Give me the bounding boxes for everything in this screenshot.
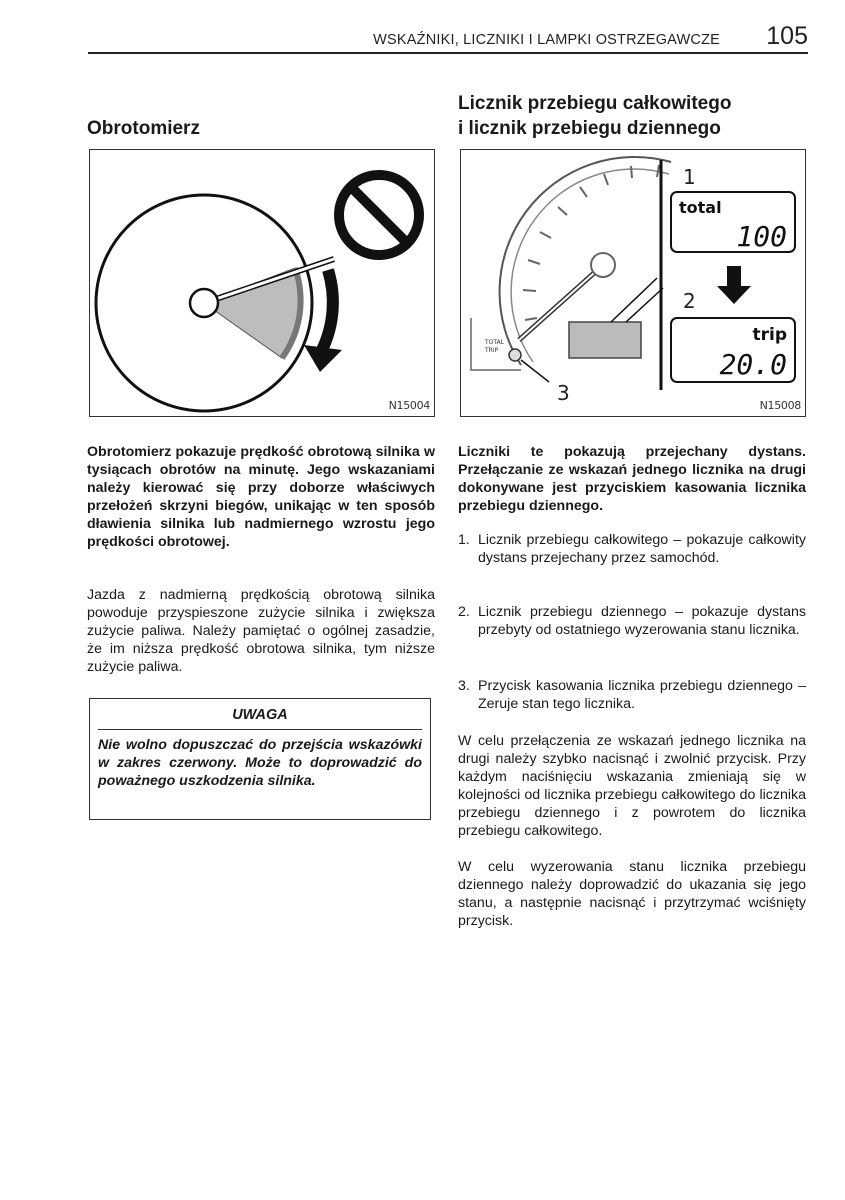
total-label: total [679,198,722,217]
figure-code: N15004 [388,399,430,412]
trip-value: 20.0 [719,348,787,381]
tachometer-figure [89,149,435,417]
list-text: Licznik przebiegu całkowitego – pokazuje całkowity dystans przejechany przez samochód. [478,532,806,566]
section-title: WSKAŹNIKI, LICZNIKI I LAMPKI OSTRZEGAWCZE [373,32,720,48]
speedometer-hub [591,253,615,277]
tachometer-illustration [90,150,434,416]
list-text: Przycisk kasowania licznika przebiegu dziennego – Zeruje stan tego licznika. [478,678,806,712]
page-header [88,24,808,54]
list-number: 3. [458,678,470,694]
list-item [458,603,806,639]
tachometer-heading: Obrotomierz [87,118,200,139]
button-label-trip: TRIP [485,347,499,354]
down-arrow-icon [717,266,751,304]
list-number: 2. [458,604,470,620]
odometer-illustration [461,150,805,416]
list-item [458,677,806,713]
odometer-heading [458,91,731,141]
figure-code: N15008 [759,399,801,412]
heading-line-2: i licznik przebiegu dziennego [458,118,721,139]
tachometer-body: Jazda z nadmierną prędkością obrotową silnika powoduje przyspieszone zużycie silnika i zwiększa zużycie paliwa. Należy pamiętać o ogólnej zasadzie, że im niższa prędkość obrotowa silnika, tym niższe zużycie paliwa. [87,587,435,675]
odometer-intro: Liczniki te pokazują przejechany dystans. Przełączanie ze wskazań jednego licznika na drugi dokonywane jest przyciskiem kasowania licznika przebiegu dziennego. [458,444,806,514]
warning-notice [89,698,431,820]
tachometer-intro: Obrotomierz pokazuje prędkość obrotową silnika w tysiącach obrotów na minutę. Jego wskazaniami należy kierować się przy doborze właściwych przełożeń skrzyni biegów, unikając w ten sposób dławienia silnika lub nadmiernego wzrostu jego prędkości obrotowej. [87,444,435,550]
callout-3: 3 [557,381,570,405]
odometer-window [569,322,641,358]
page-number: 105 [766,22,808,50]
heading-line-1: Licznik przebiegu całkowitego [458,93,732,114]
reset-instructions: W celu wyzerowania stanu licznika przebiegu dziennego należy doprowadzić do ukazania się jego stanu, a następnie nacisnąć i przytrzymać wciśnięty przycisk. [458,859,806,929]
prohibition-icon [339,175,419,255]
trip-label: trip [752,325,787,345]
red-zone-sector [204,268,301,358]
needle-hub [190,289,218,317]
notice-title: UWAGA [98,707,422,730]
callout-2: 2 [683,289,696,313]
callout-1: 1 [683,165,696,189]
list-item [458,531,806,567]
notice-text: Nie wolno dopuszczać do przejścia wskazówki w zakres czerwony. Może to doprowadzić do poważnego uszkodzenia silnika. [98,737,422,789]
button-label-total: TOTAL [485,339,505,346]
list-number: 1. [458,532,470,548]
reset-button-icon [509,349,521,361]
switch-instructions: W celu przełączenia ze wskazań jednego licznika na drugi należy szybko nacisnąć i zwolnić przycisk. Przy każdym naciśnięciu wskazania zmieniają się w kolejności od licznika przebiegu całkowitego do licznika przebiegu dziennego i z powrotem do licznika przebiegu całkowitego. [458,733,806,839]
list-text: Licznik przebiegu dziennego – pokazuje dystans przebyty od ostatniego wyzerowania stanu licznika. [478,604,806,638]
total-value: 100 [736,220,787,253]
odometer-figure [460,149,806,417]
speedometer-ticks [523,165,659,320]
